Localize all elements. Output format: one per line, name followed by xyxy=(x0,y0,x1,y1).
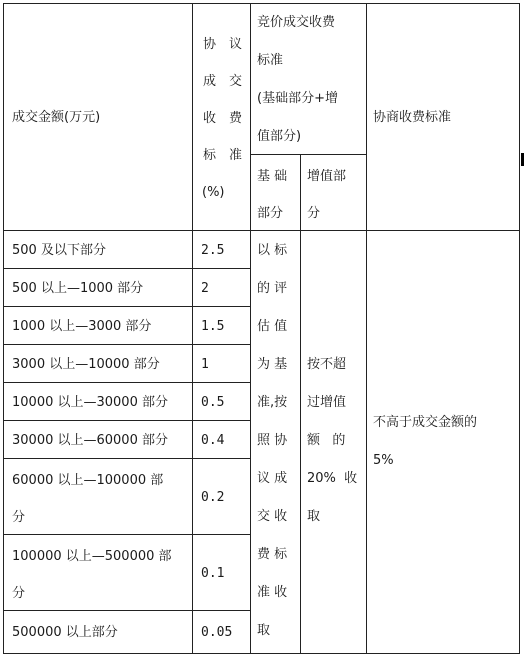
row-amount-text: 100000 以上—500000 部 xyxy=(12,549,172,564)
table-row-amount xyxy=(3,344,193,383)
consult-rule-line: 不高于成交金额的 xyxy=(373,415,478,430)
row-rate-text: 0.1 xyxy=(201,566,225,581)
added-rule-line: 20% 收 xyxy=(307,471,358,486)
header-amount-label: 成交金额(万元) xyxy=(12,110,101,125)
header-negotiated-char: 交 xyxy=(229,74,243,89)
base-rule-line: 估 值 xyxy=(257,319,288,334)
base-rule-line: 取 xyxy=(257,623,271,638)
header-consult-cell xyxy=(366,3,520,231)
row-rate-text: 0.4 xyxy=(201,433,225,448)
row-amount-text: 分 xyxy=(12,586,26,601)
added-value-rule-cell xyxy=(300,230,367,654)
header-negotiated-cell xyxy=(192,3,251,231)
table-row-rate xyxy=(192,382,251,421)
header-bidding-cell xyxy=(250,3,367,155)
table-row-amount xyxy=(3,382,193,421)
row-amount-text: 500000 以上部分 xyxy=(12,625,118,640)
base-rule-line: 费 标 xyxy=(257,547,288,562)
table-row-rate xyxy=(192,534,251,611)
header-negotiated-char: 准 xyxy=(229,148,243,163)
row-rate-text: 1 xyxy=(201,357,209,372)
added-rule-line: 按不超 xyxy=(307,357,347,372)
table-row-rate xyxy=(192,610,251,654)
consult-rule-line: 5% xyxy=(373,453,394,468)
table-row-rate xyxy=(192,458,251,535)
row-amount-text: 500 以上—1000 部分 xyxy=(12,281,144,296)
row-amount-text: 3000 以上—10000 部分 xyxy=(12,357,160,372)
table-row-rate xyxy=(192,420,251,459)
row-rate-text: 0.2 xyxy=(201,490,225,505)
header-negotiated-char: 收 xyxy=(203,111,217,126)
header-bidding-line: 值部分) xyxy=(257,129,302,144)
table-row-rate xyxy=(192,230,251,269)
row-rate-text: 0.05 xyxy=(201,625,233,640)
fee-standard-table xyxy=(3,3,520,654)
added-rule-line: 取 xyxy=(307,509,321,524)
header-negotiated-char: 协 xyxy=(203,37,217,52)
base-rule-line: 为 基 xyxy=(257,357,288,372)
row-amount-text: 30000 以上—60000 部分 xyxy=(12,433,168,448)
added-rule-line: 过增值 xyxy=(307,395,347,410)
table-row-rate xyxy=(192,344,251,383)
edge-marker xyxy=(521,153,524,166)
base-part-rule-cell xyxy=(250,230,301,654)
header-added-value-line: 分 xyxy=(307,206,321,221)
row-rate-text: 0.5 xyxy=(201,395,225,410)
header-negotiated-char: 费 xyxy=(229,111,243,126)
base-rule-line: 交 收 xyxy=(257,509,288,524)
row-rate-text: 2.5 xyxy=(201,243,225,258)
header-base-part-line: 部分 xyxy=(257,206,284,221)
header-negotiated-char: 成 xyxy=(203,74,217,89)
table-row-amount xyxy=(3,458,193,535)
row-rate-text: 1.5 xyxy=(201,319,225,334)
base-rule-line: 以 标 xyxy=(257,243,288,258)
row-amount-text: 1000 以上—3000 部分 xyxy=(12,319,152,334)
table-row-rate xyxy=(192,268,251,307)
consult-rule-cell xyxy=(366,230,520,654)
base-rule-line: 准,按 xyxy=(257,395,288,410)
row-rate-text: 2 xyxy=(201,281,209,296)
header-base-part-line: 基 础 xyxy=(257,169,288,184)
table-row-rate xyxy=(192,306,251,345)
table-row-amount xyxy=(3,268,193,307)
table-row-amount xyxy=(3,534,193,611)
added-rule-line: 额 的 xyxy=(307,433,346,448)
table-row-amount xyxy=(3,610,193,654)
header-bidding-line: 竞价成交收费 xyxy=(257,15,336,30)
header-negotiated-unit: (%) xyxy=(202,185,225,200)
header-consult-label: 协商收费标准 xyxy=(373,110,452,125)
table-row-amount xyxy=(3,230,193,269)
header-negotiated-char: 标 xyxy=(203,148,217,163)
header-negotiated-char: 议 xyxy=(229,37,243,52)
table-row-amount xyxy=(3,420,193,459)
row-amount-text: 分 xyxy=(12,510,26,525)
row-amount-text: 60000 以上—100000 部 xyxy=(12,473,164,488)
row-amount-text: 500 及以下部分 xyxy=(12,243,106,258)
header-amount-cell xyxy=(3,3,193,231)
header-bidding-line: 标准 xyxy=(257,53,284,68)
row-amount-text: 10000 以上—30000 部分 xyxy=(12,395,168,410)
header-added-value-line: 增值部 xyxy=(307,169,347,184)
base-rule-line: 议 成 xyxy=(257,471,288,486)
header-bidding-line: (基础部分+增 xyxy=(257,91,338,106)
header-added-value-cell xyxy=(300,154,367,231)
base-rule-line: 准 收 xyxy=(257,585,288,600)
table-row-amount xyxy=(3,306,193,345)
header-base-part-cell xyxy=(250,154,301,231)
base-rule-line: 照 协 xyxy=(257,433,288,448)
base-rule-line: 的 评 xyxy=(257,281,288,296)
